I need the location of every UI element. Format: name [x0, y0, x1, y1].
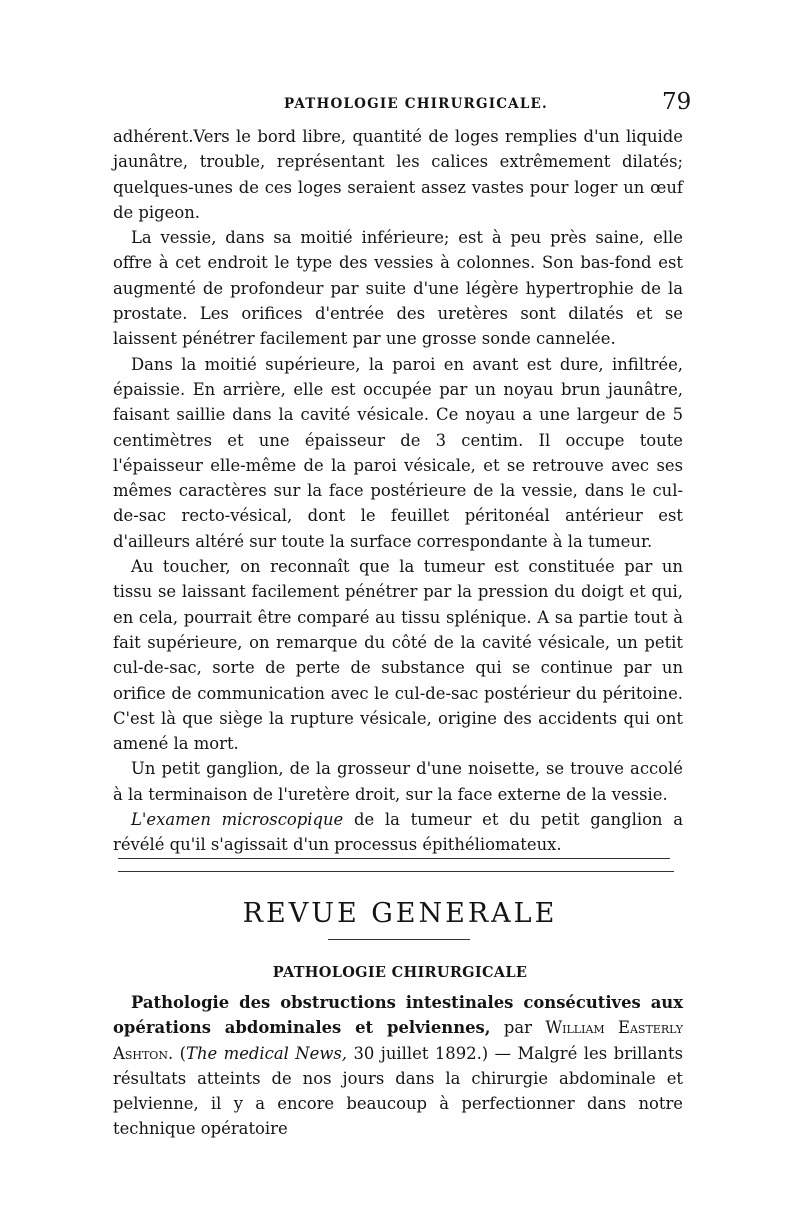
journal-name: The medical News,: [186, 1043, 347, 1063]
paragraph: Un petit ganglion, de la grosseur d'une noisette, se trouve accolé à la terminaison de l'uretère droit, sur la face externe de la vessie.: [113, 759, 683, 804]
author-prefix: par: [490, 1018, 546, 1038]
paragraph: Au toucher, on reconnaît que la tumeur est constituée par un tissu se laissant facilement pénétrer par la pression du doigt et qui, en cela, pourrait être comparé au tissu splénique. A sa partie tout à fait supérieure, on remarque du côté de la cavité vésicale, un petit cul-de-sac, sorte de perte de substance qui se continue par un orifice de communication avec le cul-de-sac postérieur du péritoine. C'est là que siège la rupture vésicale, origine des accidents qui ont amené la mort.: [113, 557, 683, 754]
paragraph: Dans la moitié supérieure, la paroi en avant est dure, infiltrée, épaissie. En arrière, elle est occupée par un noyau brun jaunâtre, faisant saillie dans la cavité vésicale. Ce noyau a une largeur de 5 centimètres et une épaisseur de 3 centim. Il occupe toute l'épaisseur elle-même de la paroi vésicale, et se retrouve avec ses mêmes caractères sur la face postérieure de la vessie, dans le cul-de-sac recto-vésical, dont le feuillet péritonéal antérieur est d'ailleurs altéré sur toute la surface correspondante à la tumeur.: [113, 354, 683, 551]
author-name: William Easterly Ashton.: [113, 1018, 683, 1063]
review-text: — Malgré les brillants résultats atteints de nos jours dans la chirurgie abdominale et pelvienne, il y a encore beaucoup à perfectionner dans notre technique opératoire: [113, 1043, 683, 1139]
paragraph: adhérent.Vers le bord libre, quantité de loges remplies d'un liquide jaunâtre, trouble, représentant les calices extrêmement dilatés; quelques-unes de ces loges seraient assez vastes pour loger un œuf de pigeon.: [113, 127, 683, 222]
italic-lead: L'examen microscopique: [131, 810, 344, 830]
running-title: PATHOLOGIE CHIRURGICALE.: [284, 96, 548, 112]
source-open: (: [173, 1043, 187, 1063]
microscopy-text: de la tumeur et du petit ganglion a révélé qu'il s'agissait d'un processus épithéliomateux.: [113, 810, 683, 855]
divider-rule: [118, 871, 674, 872]
review-entry: [113, 990, 683, 1142]
page-number: 79: [662, 89, 692, 115]
section-title: REVUE GENERALE: [242, 898, 558, 929]
paragraph: La vessie, dans sa moitié inférieure; est à peu près saine, elle offre à cet endroit le type des vessies à colonnes. Son bas-fond est augmenté de profondeur par suite d'une légère hypertrophie de la prostate. Les orifices d'entrée des uretères sont dilatés et se laissent pénétrer facilement par une grosse sonde cannelée.: [113, 228, 683, 349]
review-paragraph: [113, 990, 683, 1142]
subsection-title: PATHOLOGIE CHIRURGICALE: [272, 964, 528, 981]
body-text: [113, 124, 683, 858]
title-underline: [328, 939, 470, 940]
article-title: Pathologie des obstructions intestinales consécutives aux opérations abdominales et pelviennes,: [113, 993, 683, 1038]
paragraph-microscopy: [113, 807, 683, 858]
source-date: 30 juillet 1892.): [347, 1043, 489, 1063]
divider-rule: [118, 858, 670, 859]
